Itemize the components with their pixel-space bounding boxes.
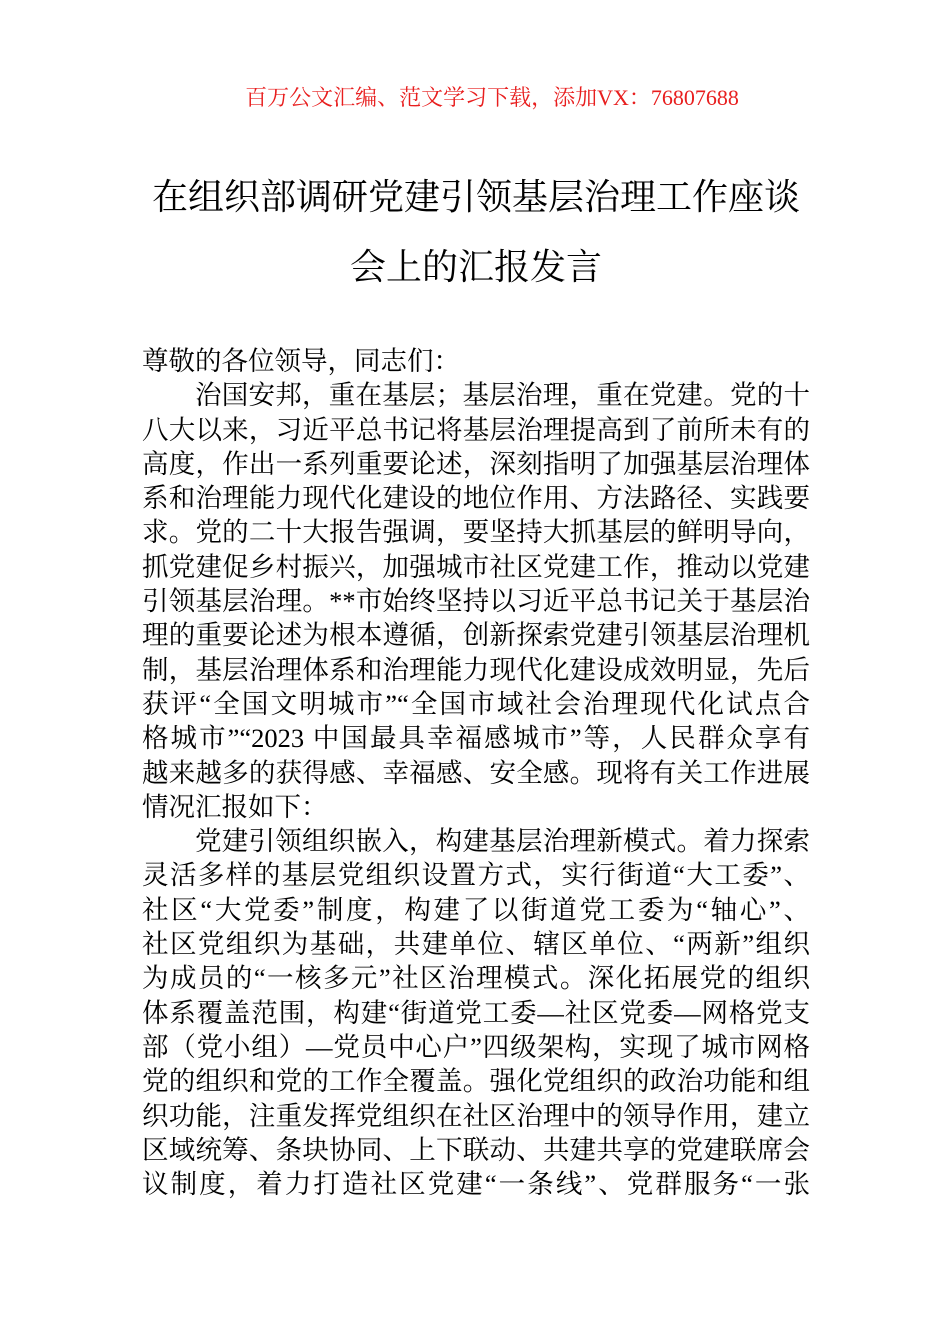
- body-line: 议制度，着力打造社区党建“一条线”、党群服务“一张: [142, 1169, 810, 1200]
- body-line: 治国安邦，重在基层；基层治理，重在党建。党的十: [195, 380, 810, 411]
- body-line: 情况汇报如下：: [142, 791, 328, 822]
- document-body: [142, 344, 810, 1201]
- body-line: 引领基层治理。**市始终坚持以习近平总书记关于基层治: [142, 586, 810, 617]
- salutation-line: 尊敬的各位领导，同志们：: [142, 346, 460, 376]
- body-line: 格城市”“2023 中国最具幸福感城市”等，人民群众享有: [142, 723, 810, 754]
- body-line: 理的重要论述为根本遵循，创新探索党建引领基层治理机: [142, 620, 810, 651]
- body-line: 区域统筹、条块协同、上下联动、共建共享的党建联席会: [142, 1134, 810, 1165]
- title-line-1: 在组织部调研党建引领基层治理工作座谈: [151, 177, 800, 217]
- body-line: 为成员的“一核多元”社区治理模式。深化拓展党的组织: [142, 963, 810, 994]
- body-line: 制，基层治理体系和治理能力现代化建设成效明显，先后: [142, 654, 810, 685]
- body-line: 体系覆盖范围，构建“街道党工委—社区党委—网格党支: [142, 997, 810, 1028]
- body-line: 社区党组织为基础，共建单位、辖区单位、“两新”组织: [142, 929, 810, 960]
- body-line: 获评“全国文明城市”“全国市域社会治理现代化试点合: [142, 688, 810, 719]
- body-line: 部（党小组）—党员中心户”四级架构，实现了城市网格: [142, 1031, 810, 1062]
- body-line: 越来越多的获得感、幸福感、安全感。现将有关工作进展: [142, 757, 810, 788]
- document-title: [142, 162, 810, 302]
- body-line: 抓党建促乡村振兴，加强城市社区党建工作，推动以党建: [142, 551, 810, 582]
- promo-watermark-text: 百万公文汇编、范文学习下载，添加VX：76807688: [245, 85, 739, 110]
- body-line: 系和治理能力现代化建设的地位作用、方法路径、实践要: [142, 483, 810, 514]
- body-line: 求。党的二十大报告强调，要坚持大抓基层的鲜明导向，: [142, 517, 810, 548]
- title-line-2: 会上的汇报发言: [349, 247, 602, 287]
- body-line: 党的组织和党的工作全覆盖。强化党组织的政治功能和组: [142, 1066, 810, 1097]
- body-line: 党建引领组织嵌入，构建基层治理新模式。着力探索: [195, 826, 810, 857]
- body-line: 社区“大党委”制度，构建了以街道党工委为“轴心”、: [142, 894, 810, 925]
- body-line: 灵活多样的基层党组织设置方式，实行街道“大工委”、: [142, 860, 810, 891]
- body-line: 高度，作出一系列重要论述，深刻指明了加强基层治理体: [142, 448, 810, 479]
- body-line: 织功能，注重发挥党组织在社区治理中的领导作用，建立: [142, 1100, 810, 1131]
- body-line: 八大以来，习近平总书记将基层治理提高到了前所未有的: [142, 414, 810, 445]
